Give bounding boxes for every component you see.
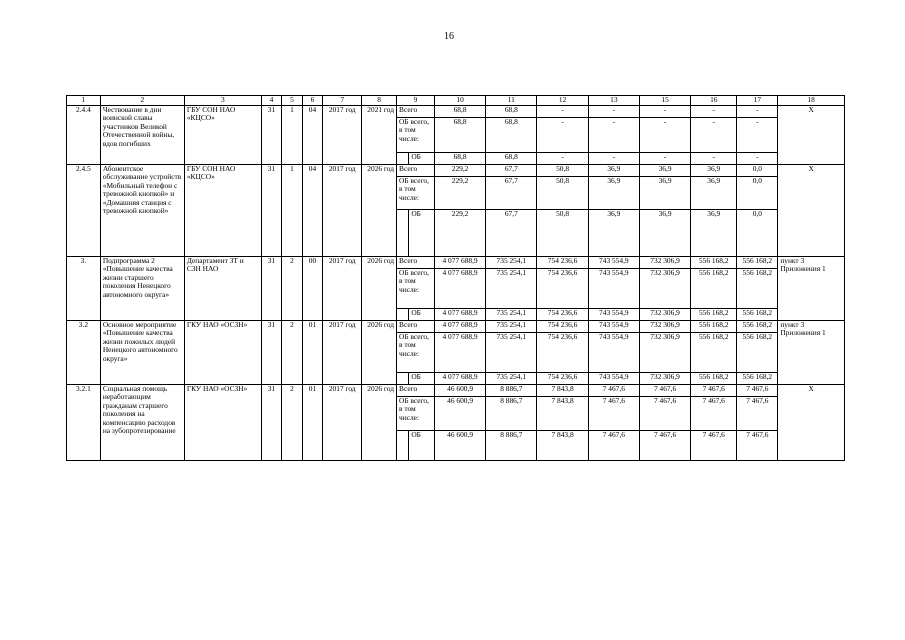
amount-cell: -	[537, 153, 588, 165]
note-cell: пункт 3 Приложения 1	[778, 321, 845, 385]
header-cell: 2	[100, 96, 184, 106]
amount-cell: 0,0	[737, 165, 778, 177]
amount-cell: -	[639, 118, 690, 153]
source-ob-all-label: ОБ всего, в том числе:	[397, 118, 435, 153]
amount-cell: 68,8	[434, 153, 485, 165]
amount-cell: 743 554,9	[588, 333, 639, 373]
amount-cell: 735 254,1	[486, 257, 537, 269]
event-name: Чествование в дни воинской славы участников Великой Отечественной войны, вдов погибших	[100, 106, 184, 165]
amount-cell: 68,8	[486, 106, 537, 118]
amount-cell: 743 554,9	[588, 309, 639, 321]
amount-cell: 4 077 688,9	[434, 257, 485, 269]
amount-cell: -	[639, 153, 690, 165]
header-cell: 3	[184, 96, 261, 106]
amount-cell: 36,9	[691, 210, 737, 257]
note-cell: X	[778, 106, 845, 165]
source-ob-label: ОБ	[409, 210, 435, 257]
code-cell: 2	[282, 321, 303, 385]
amount-cell: 754 236,6	[537, 309, 588, 321]
amount-cell: 735 254,1	[486, 373, 537, 385]
code-cell: 1	[282, 106, 303, 165]
source-ob-all-label: ОБ всего, в том числе:	[397, 269, 435, 309]
amount-cell: 735 254,1	[486, 333, 537, 373]
amount-cell: -	[588, 118, 639, 153]
source-ob-label: ОБ	[409, 431, 435, 461]
table-row	[67, 106, 845, 118]
amount-cell: 7 843,8	[537, 385, 588, 397]
amount-cell: -	[588, 153, 639, 165]
amount-cell: 556 168,2	[691, 309, 737, 321]
amount-cell: 36,9	[588, 210, 639, 257]
amount-cell: 8 886,7	[486, 431, 537, 461]
amount-cell: -	[691, 106, 737, 118]
amount-cell: 556 168,2	[691, 257, 737, 269]
header-cell: 18	[778, 96, 845, 106]
amount-cell: 7 467,6	[588, 431, 639, 461]
code-cell: 31	[261, 165, 282, 257]
table-row	[67, 257, 845, 269]
amount-cell: 4 077 688,9	[434, 321, 485, 333]
table-row	[67, 321, 845, 333]
amount-cell: 743 554,9	[588, 321, 639, 333]
amount-cell: 7 467,6	[588, 397, 639, 431]
amount-cell: 743 554,9	[588, 373, 639, 385]
amount-cell: 36,9	[691, 165, 737, 177]
amount-cell: 68,8	[486, 153, 537, 165]
amount-cell: 46 600,9	[434, 385, 485, 397]
source-ob-label: ОБ	[409, 153, 435, 165]
amount-cell: 4 077 688,9	[434, 333, 485, 373]
code-cell: 31	[261, 106, 282, 165]
code-cell: 31	[261, 257, 282, 321]
event-name: Абонентское обслуживание устройств «Мобильный телефон с тревожной кнопкой» и «Домашняя станция с тревожной кнопкой»	[100, 165, 184, 257]
amount-cell: 743 554,9	[588, 257, 639, 269]
header-row	[67, 96, 845, 106]
source-ob-label: ОБ	[409, 373, 435, 385]
page-number: 16	[444, 31, 454, 42]
amount-cell: 556 168,2	[737, 269, 778, 309]
amount-cell: 7 467,6	[691, 385, 737, 397]
amount-cell: 7 467,6	[639, 385, 690, 397]
event-name: Основное мероприятие «Повышение качества жизни пожилых людей Ненецкого автономного округа»	[100, 321, 184, 385]
header-cell: 16	[691, 96, 737, 106]
header-cell: 6	[302, 96, 323, 106]
row-number: 3.	[67, 257, 101, 321]
executor: Департамент ЗТ и СЗН НАО	[184, 257, 261, 321]
start-year: 2017 год	[323, 257, 362, 321]
header-cell: 4	[261, 96, 282, 106]
header-cell: 15	[639, 96, 690, 106]
source-ob-all-label: ОБ всего, в том числе:	[397, 397, 435, 431]
amount-cell: 229,2	[434, 210, 485, 257]
amount-cell: -	[691, 153, 737, 165]
header-cell: 5	[282, 96, 303, 106]
amount-cell: 36,9	[588, 177, 639, 210]
source-total-label: Всего	[397, 106, 435, 118]
amount-cell: 36,9	[639, 177, 690, 210]
note-cell: X	[778, 385, 845, 461]
event-name: Подпрограмма 2 «Повышение качества жизни старшего поколения Ненецкого автономного округа»	[100, 257, 184, 321]
amount-cell: 7 467,6	[737, 397, 778, 431]
row-number: 3.2.1	[67, 385, 101, 461]
amount-cell: 0,0	[737, 210, 778, 257]
amount-cell: 7 467,6	[737, 431, 778, 461]
source-ob-all-label: ОБ всего, в том числе:	[397, 177, 435, 210]
end-year: 2026 год	[362, 165, 397, 257]
start-year: 2017 год	[323, 385, 362, 461]
amount-cell: 735 254,1	[486, 321, 537, 333]
source-total-label: Всего	[397, 257, 435, 269]
code-cell: 31	[261, 321, 282, 385]
code-cell: 2	[282, 385, 303, 461]
budget-table	[66, 95, 845, 461]
row-number: 2.4.5	[67, 165, 101, 257]
executor: ГБУ СОН НАО «КЦСО»	[184, 106, 261, 165]
header-cell: 9	[397, 96, 435, 106]
amount-cell: 67,7	[486, 177, 537, 210]
amount-cell: 732 306,9	[639, 333, 690, 373]
amount-cell: 556 168,2	[691, 269, 737, 309]
code-cell: 04	[302, 106, 323, 165]
amount-cell: -	[691, 118, 737, 153]
executor: ГКУ НАО «ОСЗН»	[184, 385, 261, 461]
amount-cell: 754 236,6	[537, 321, 588, 333]
amount-cell: 556 168,2	[737, 373, 778, 385]
code-cell: 2	[282, 257, 303, 321]
code-cell: 31	[261, 385, 282, 461]
header-cell: 10	[434, 96, 485, 106]
amount-cell: 68,8	[486, 118, 537, 153]
amount-cell: -	[588, 106, 639, 118]
indent-cell	[397, 431, 409, 461]
amount-cell: 36,9	[639, 210, 690, 257]
event-name: Социальная помощь неработающим гражданам старшего поколения на компенсацию расходов на зубопротезирование	[100, 385, 184, 461]
amount-cell: -	[537, 118, 588, 153]
source-ob-label: ОБ	[409, 309, 435, 321]
code-cell: 01	[302, 321, 323, 385]
amount-cell: 732 306,9	[639, 373, 690, 385]
code-cell: 01	[302, 385, 323, 461]
table-row	[67, 165, 845, 177]
amount-cell: -	[737, 118, 778, 153]
row-number: 2.4.4	[67, 106, 101, 165]
header-cell: 12	[537, 96, 588, 106]
end-year: 2026 год	[362, 321, 397, 385]
amount-cell: 0,0	[737, 177, 778, 210]
amount-cell: 556 168,2	[737, 321, 778, 333]
amount-cell: 7 467,6	[639, 431, 690, 461]
amount-cell: 7 467,6	[691, 397, 737, 431]
end-year: 2026 год	[362, 385, 397, 461]
amount-cell: 735 254,1	[486, 309, 537, 321]
amount-cell: 68,8	[434, 106, 485, 118]
table-row	[67, 385, 845, 397]
amount-cell: -	[639, 106, 690, 118]
amount-cell: 732 306,9	[639, 321, 690, 333]
amount-cell: 4 077 688,9	[434, 309, 485, 321]
amount-cell: -	[737, 106, 778, 118]
amount-cell: 7 467,6	[639, 397, 690, 431]
indent-cell	[397, 153, 409, 165]
amount-cell: 732 306,9	[639, 257, 690, 269]
header-cell: 7	[323, 96, 362, 106]
source-ob-all-label: ОБ всего, в том числе:	[397, 333, 435, 373]
amount-cell: 743 554,9	[588, 269, 639, 309]
amount-cell: 50,8	[537, 177, 588, 210]
amount-cell: 732 306,9	[639, 309, 690, 321]
amount-cell: 556 168,2	[691, 333, 737, 373]
amount-cell: 556 168,2	[737, 257, 778, 269]
amount-cell: 46 600,9	[434, 397, 485, 431]
source-total-label: Всего	[397, 165, 435, 177]
amount-cell: 36,9	[588, 165, 639, 177]
amount-cell: 46 600,9	[434, 431, 485, 461]
row-number: 3.2	[67, 321, 101, 385]
header-cell: 1	[67, 96, 101, 106]
indent-cell	[397, 373, 409, 385]
amount-cell: 556 168,2	[737, 309, 778, 321]
amount-cell: 556 168,2	[691, 373, 737, 385]
header-cell: 17	[737, 96, 778, 106]
amount-cell: -	[537, 106, 588, 118]
amount-cell: 556 168,2	[691, 321, 737, 333]
amount-cell: 556 168,2	[737, 333, 778, 373]
amount-cell: 7 843,8	[537, 397, 588, 431]
executor: ГКУ НАО «ОСЗН»	[184, 321, 261, 385]
amount-cell: 7 467,6	[737, 385, 778, 397]
amount-cell: 7 467,6	[691, 431, 737, 461]
amount-cell: 735 254,1	[486, 269, 537, 309]
note-cell: X	[778, 165, 845, 257]
indent-cell	[397, 309, 409, 321]
start-year: 2017 год	[323, 165, 362, 257]
indent-cell	[397, 210, 409, 257]
executor: ГБУ СОН НАО «КЦСО»	[184, 165, 261, 257]
amount-cell: 68,8	[434, 118, 485, 153]
amount-cell: 754 236,6	[537, 373, 588, 385]
amount-cell: 4 077 688,9	[434, 373, 485, 385]
amount-cell: 229,2	[434, 165, 485, 177]
code-cell: 1	[282, 165, 303, 257]
source-total-label: Всего	[397, 385, 435, 397]
end-year: 2021 год	[362, 106, 397, 165]
end-year: 2026 год	[362, 257, 397, 321]
amount-cell: -	[737, 153, 778, 165]
amount-cell: 50,8	[537, 210, 588, 257]
amount-cell: 7 843,8	[537, 431, 588, 461]
code-cell: 04	[302, 165, 323, 257]
amount-cell: 8 886,7	[486, 385, 537, 397]
amount-cell: 8 886,7	[486, 397, 537, 431]
header-cell: 8	[362, 96, 397, 106]
amount-cell: 67,7	[486, 210, 537, 257]
source-total-label: Всего	[397, 321, 435, 333]
amount-cell: 67,7	[486, 165, 537, 177]
amount-cell: 229,2	[434, 177, 485, 210]
note-cell: пункт 3 Приложения 1	[778, 257, 845, 321]
amount-cell: 754 236,6	[537, 257, 588, 269]
start-year: 2017 год	[323, 321, 362, 385]
amount-cell: 50,8	[537, 165, 588, 177]
code-cell: 00	[302, 257, 323, 321]
amount-cell: 732 306,9	[639, 269, 690, 309]
header-cell: 13	[588, 96, 639, 106]
start-year: 2017 год	[323, 106, 362, 165]
amount-cell: 4 077 688,9	[434, 269, 485, 309]
amount-cell: 36,9	[691, 177, 737, 210]
amount-cell: 36,9	[639, 165, 690, 177]
header-cell: 11	[486, 96, 537, 106]
amount-cell: 754 236,6	[537, 269, 588, 309]
amount-cell: 7 467,6	[588, 385, 639, 397]
amount-cell: 754 236,6	[537, 333, 588, 373]
